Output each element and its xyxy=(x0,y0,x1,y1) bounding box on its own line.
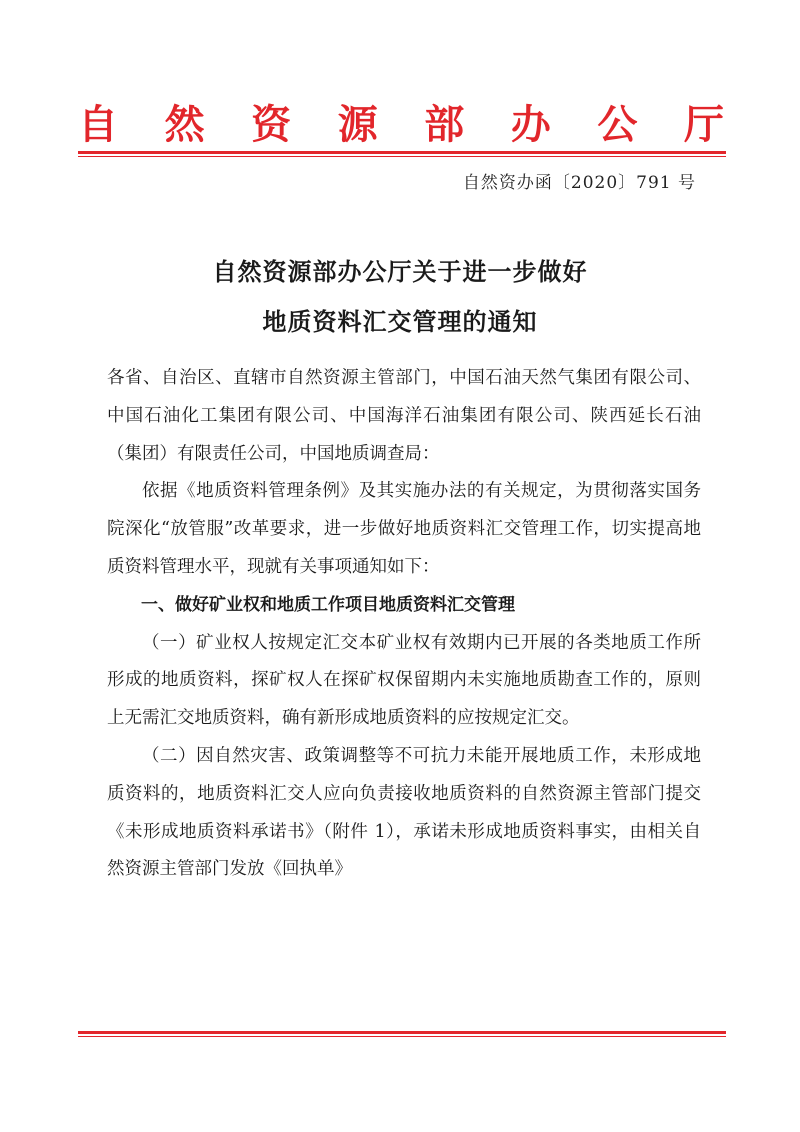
letterhead-rule-thick xyxy=(78,151,726,154)
document-body xyxy=(107,360,701,889)
document-title-line-2: 地质资料汇交管理的通知 xyxy=(262,308,538,336)
footer-rule-thick xyxy=(78,1031,726,1034)
document-title-line-1: 自然资源部办公厅关于进一步做好 xyxy=(212,258,588,286)
footer-rule-thin xyxy=(78,1036,726,1037)
item-paragraph-1: （一）矿业权人按规定汇交本矿业权有效期内已开展的各类地质工作所形成的地质资料，探矿权人在探矿权保留期内未实施地质勘查工作的，原则上无需汇交地质资料，确有新形成地质资料的应按规定汇交。 xyxy=(107,632,701,729)
intro-paragraph: 依据《地质资料管理条例》及其实施办法的有关规定，为贯彻落实国务院深化“放管服”改革要求，进一步做好地质资料汇交管理工作，切实提高地质资料管理水平，现就有关事项通知如下： xyxy=(107,481,701,577)
letterhead-rule-thin xyxy=(78,156,726,157)
letterhead-org-name: 自 然 资 源 部 办 公 厅 xyxy=(78,101,724,148)
document-number: 自然资办函〔2020〕791 号 xyxy=(462,173,696,193)
item-paragraph-2: （二）因自然灾害、政策调整等不可抗力未能开展地质工作，未形成地质资料的，地质资料汇交人应向负责接收地质资料的自然资源主管部门提交《未形成地质资料承诺书》（附件 1），承诺未形成地质资料事实，由相关自然资源主管部门发放《回执单》 xyxy=(107,745,701,880)
recipients-paragraph: 各省、自治区、直辖市自然资源主管部门，中国石油天然气集团有限公司、中国石油化工集团有限公司、中国海洋石油集团有限公司、陕西延长石油（集团）有限责任公司，中国地质调查局： xyxy=(107,368,701,464)
section-heading-1: 一、做好矿业权和地质工作项目地质资料汇交管理 xyxy=(141,594,515,615)
